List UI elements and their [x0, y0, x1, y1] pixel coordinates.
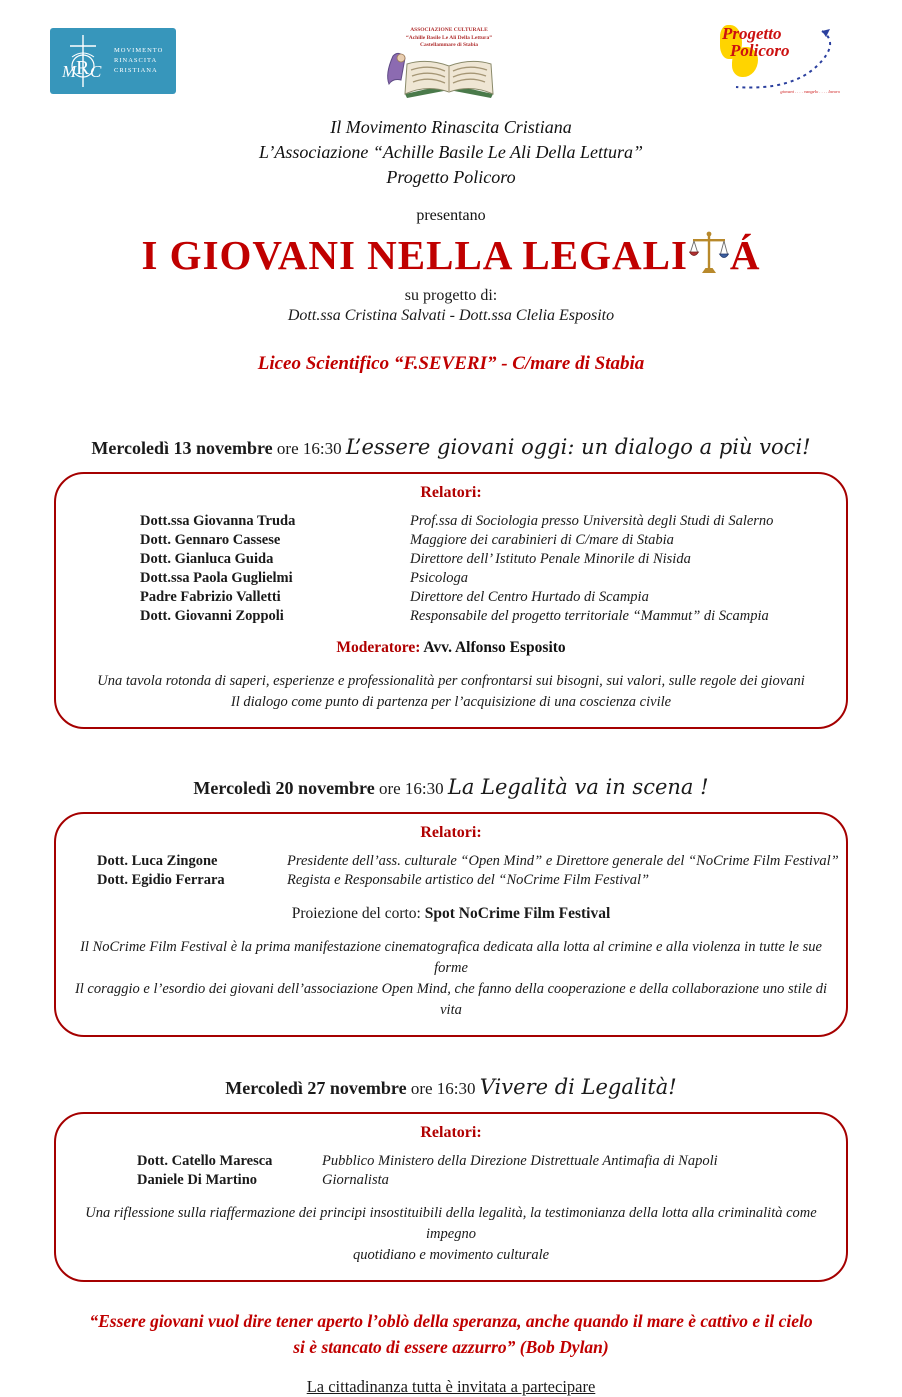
event2-speaker-table [97, 852, 846, 889]
speaker-role: Psicologa [410, 570, 468, 587]
screening-title: Spot NoCrime Film Festival [424, 905, 611, 923]
header-line2: L’Associazione “Achille Basile Le Ali Della Lettura” [259, 142, 643, 162]
speaker-role: Direttore del Centro Hurtado di Scampia [410, 589, 649, 606]
page-title [0, 231, 902, 278]
speaker-role: Giornalista [322, 1172, 389, 1189]
header-line1: Il Movimento Rinascita Cristiana [330, 117, 572, 137]
invitation-text: La cittadinanza tutta è invitata a partecipare [306, 1377, 596, 1397]
event2-relatori-label: Relatori: [420, 824, 482, 842]
event2-time: ore 16:30 [374, 779, 448, 799]
event1-title: L’essere giovani oggi: un dialogo a più voci! [345, 435, 811, 460]
speaker-role: Regista e Responsabile artistico del “NoCrime Film Festival” [287, 872, 650, 889]
event2-box [54, 812, 848, 1037]
event3-desc-line2: quotidiano e movimento culturale [352, 1247, 550, 1264]
svg-text:M: M [62, 62, 77, 81]
assoc-line2: “Achille Basile Le Ali Della Lettura” [405, 34, 492, 41]
quote-line2: si è stancato di essere azzurro” (Bob Dylan) [293, 1337, 609, 1358]
speaker-name: Dott.ssa Paola Guglielmi [140, 570, 293, 587]
event1-description [56, 671, 846, 713]
event3-box [54, 1112, 848, 1282]
event2-description [56, 937, 846, 1021]
event3-time: ore 16:30 [406, 1079, 480, 1099]
header-lines [0, 115, 902, 190]
event3-title: Vivere di Legalità! [479, 1075, 677, 1100]
event3-description [56, 1203, 846, 1266]
title-part1: I GIOVANI NELLA LEGALI [141, 232, 688, 278]
speaker-role: Responsabile del progetto territoriale “Mammut” di Scampia [410, 608, 769, 625]
mrc-line3: CRISTIANA [114, 66, 158, 74]
speaker-name: Dott. Catello Maresca [137, 1153, 273, 1170]
speaker-role: Pubblico Ministero della Direzione Distrettuale Antimafia di Napoli [322, 1153, 718, 1170]
speaker-role: Maggiore dei carabinieri di C/mare di Stabia [410, 532, 674, 549]
screening-label: Proiezione del corto: [291, 905, 425, 923]
event2-desc-line1: Il NoCrime Film Festival è la prima manifestazione cinematografica dedicata alla lotta al crimine e alla violenza in tutte le sue forme [80, 939, 822, 977]
assoc-line1: ASSOCIAZIONE CULTURALE [410, 27, 488, 33]
mrc-logo-text [114, 46, 163, 75]
speaker-name: Dott. Egidio Ferrara [97, 872, 225, 889]
event1-box [54, 472, 848, 729]
event3-date: Mercoledì 27 novembre [225, 1078, 407, 1099]
event3-desc-line1: Una riflessione sulla riaffermazione dei principi insostituibili della legalità, la testimonianza della lotta alla criminalità come impegno [85, 1205, 817, 1243]
speaker-name: Dott. Gianluca Guida [140, 551, 274, 568]
mrc-line1: MOVIMENTO [114, 47, 164, 55]
associazione-logo [176, 27, 722, 102]
project-label: su progetto di: [404, 287, 498, 305]
event2-heading [0, 775, 902, 799]
speaker-name: Dott. Luca Zingone [97, 853, 218, 870]
event2-date: Mercoledì 20 novembre [193, 778, 375, 799]
mrc-line2: RINASCITA [114, 57, 158, 65]
speaker-name: Dott.ssa Giovanna Truda [140, 513, 296, 530]
event2-screening-line [56, 905, 846, 923]
event1-moderator-line [56, 639, 846, 657]
moderator-name: Avv. Alfonso Esposito [420, 639, 566, 657]
event3-relatori-label: Relatori: [420, 1124, 482, 1142]
event1-desc-line2: Il dialogo come punto di partenza per l’acquisizione di una coscienza civile [230, 694, 672, 711]
speaker-name: Dott. Gennaro Cassese [140, 532, 281, 549]
event1-speaker-table [140, 512, 846, 625]
cross-icon [56, 33, 110, 89]
header-line3: Progetto Policoro [386, 167, 516, 187]
speaker-name: Padre Fabrizio Valletti [140, 589, 281, 606]
title-part2: Á [729, 232, 761, 278]
assoc-line3: Castellammare di Stabia [420, 42, 478, 49]
invitation-line [0, 1377, 902, 1397]
event1-desc-line1: Una tavola rotonda di saperi, esperienze e professionalità per confrontarsi sui bisogni, sui valori, sulle regole dei giovani [97, 673, 805, 690]
event1-time: ore 16:30 [272, 439, 346, 459]
svg-text:R: R [76, 57, 90, 79]
open-book-icon [379, 50, 519, 102]
speaker-role: Direttore dell’ Istituto Penale Minorile di Nisida [410, 551, 691, 568]
associazione-logo-text [406, 27, 492, 50]
quote-line1: “Essere giovani vuol dire tener aperto l’oblò della speranza, anche quando il mare è cattivo e il cielo [89, 1311, 813, 1332]
project-authors: Dott.ssa Cristina Salvati - Dott.ssa Clelia Esposito [287, 307, 615, 325]
policoro-tagline: giovani . . . . vangelo . . . . lavoro [780, 89, 840, 95]
speaker-role: Prof.ssa di Sociologia presso Università degli Studi di Salerno [410, 513, 774, 530]
closing-quote [36, 1308, 866, 1360]
policoro-swoosh-icon [722, 25, 842, 103]
scales-of-justice-icon [689, 231, 729, 275]
speaker-name: Dott. Giovanni Zoppoli [140, 608, 284, 625]
event2-desc-line2: Il coraggio e l’esordio dei giovani dell’associazione Open Mind, che fanno della cooperazione e della collaborazione uno stile di vita [74, 981, 828, 1019]
event3-speaker-table [137, 1152, 846, 1189]
mrc-logo [50, 28, 176, 94]
policoro-line2: Policoro [730, 41, 790, 60]
moderator-label: Moderatore: [336, 639, 421, 657]
speaker-role: Presidente dell’ass. culturale “Open Mind” e Direttore generale del “NoCrime Film Festival” [287, 853, 839, 870]
venue-line: Liceo Scientifico “F.SEVERI” - C/mare di Stabia [257, 353, 645, 375]
policoro-line1: Progetto [722, 24, 782, 43]
event1-heading [0, 435, 902, 459]
svg-text:C: C [90, 62, 102, 81]
event1-relatori-label: Relatori: [420, 484, 482, 502]
event2-title: La Legalità va in scena ! [447, 775, 709, 800]
logos-row [0, 25, 902, 105]
event1-date: Mercoledì 13 novembre [91, 438, 273, 459]
policoro-logo [722, 25, 842, 103]
event3-heading [0, 1075, 902, 1099]
speaker-name: Daniele Di Martino [137, 1172, 258, 1189]
presenting-line: presentano [416, 207, 486, 224]
